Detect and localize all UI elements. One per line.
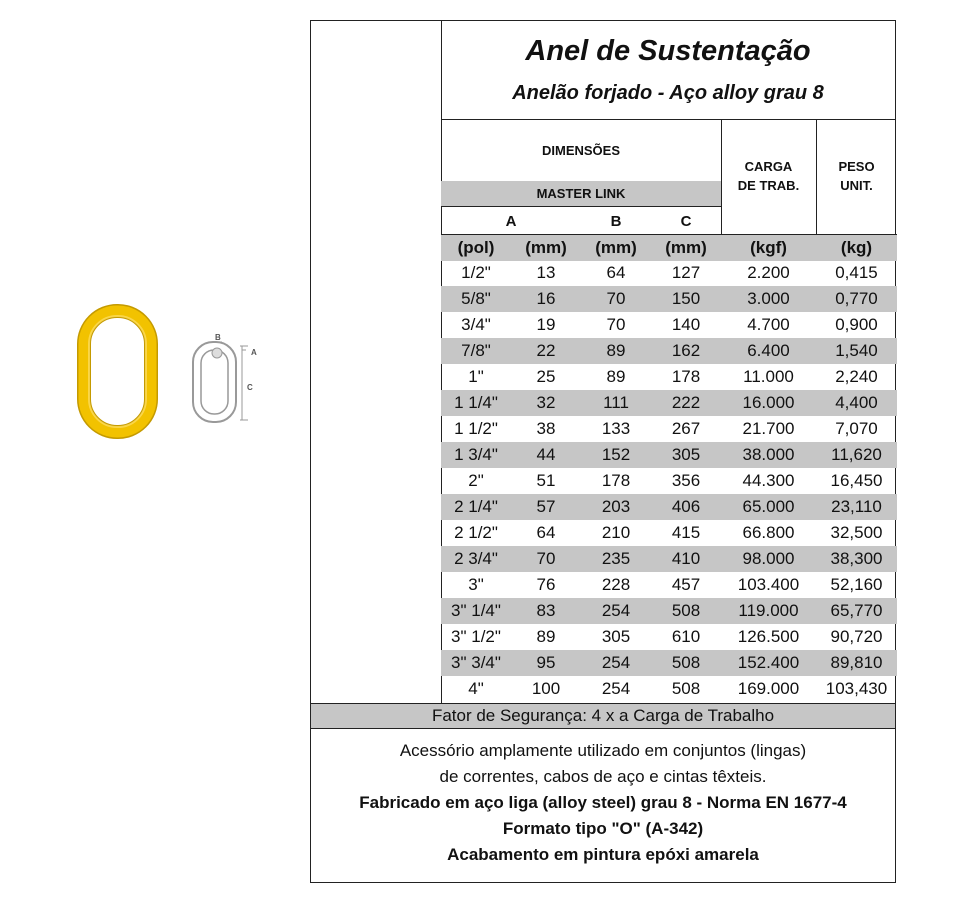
table-row: [441, 286, 897, 312]
cell-peso: 2,240: [835, 367, 878, 386]
table-row: [441, 494, 897, 520]
table-row: [441, 260, 897, 286]
cell-peso: 0,900: [835, 315, 878, 334]
diagram-label-b: B: [215, 333, 221, 342]
table-row: [441, 624, 897, 650]
cell-peso: 90,720: [830, 627, 883, 646]
cell-peso: 4,400: [835, 393, 878, 412]
table-row: [441, 338, 897, 364]
cell-carga: 44.300: [742, 471, 795, 490]
cell-c: 406: [671, 497, 701, 516]
cell-c: 508: [671, 653, 701, 672]
cell-b: 254: [601, 601, 631, 620]
cell-pol: 5/8": [461, 289, 491, 308]
peso-header-line2: UNIT.: [840, 178, 873, 193]
cell-peso: 23,110: [831, 497, 882, 516]
cell-carga: 98.000: [742, 549, 795, 568]
cell-c: 508: [671, 601, 701, 620]
cell-a: 25: [536, 367, 556, 386]
diagram-label-a: A: [251, 348, 257, 357]
cell-pol: 3" 3/4": [451, 653, 501, 672]
col-a-header: A: [505, 213, 517, 230]
cell-carga: 119.000: [738, 601, 799, 620]
cell-a: 13: [536, 263, 556, 282]
cell-pol: 7/8": [461, 341, 491, 360]
cell-pol: 1": [468, 367, 484, 386]
cell-a: 70: [536, 549, 556, 568]
cell-peso: 32,500: [830, 523, 883, 542]
cell-c: 127: [671, 263, 701, 282]
cell-b: 89: [606, 367, 626, 386]
table-row: [441, 364, 897, 390]
dimension-drawing: [193, 342, 248, 422]
cell-c: 457: [671, 575, 701, 594]
cell-b: 203: [601, 497, 631, 516]
cell-c: 415: [671, 523, 701, 542]
cell-c: 267: [671, 419, 701, 438]
dimensoes-header: DIMENSÕES: [541, 143, 620, 158]
product-illustration: [70, 300, 290, 450]
cell-a: 76: [536, 575, 556, 594]
cell-peso: 103,430: [825, 679, 888, 698]
cell-a: 64: [536, 523, 556, 542]
cell-pol: 1 3/4": [454, 445, 498, 464]
master-link-header: MASTER LINK: [441, 181, 721, 206]
cell-peso: 7,070: [835, 419, 878, 438]
note-line-3: Fabricado em aço liga (alloy steel) grau 8 - Norma EN 1677-4: [359, 793, 847, 812]
cell-peso: 52,160: [830, 575, 883, 594]
cell-pol: 2": [468, 471, 484, 490]
diagram-label-c: C: [247, 383, 253, 392]
cell-carga: 3.000: [747, 289, 790, 308]
cell-peso: 65,770: [830, 601, 883, 620]
cell-pol: 4": [468, 679, 484, 698]
master-link-images: [70, 300, 290, 450]
cell-a: 89: [536, 627, 556, 646]
cell-pol: 2 1/4": [454, 497, 498, 516]
cell-b: 254: [601, 679, 631, 698]
unit-kg: (kg): [840, 238, 873, 257]
cell-peso: 11,620: [831, 445, 882, 464]
col-b-header: B: [610, 213, 622, 230]
table-row: [441, 676, 897, 702]
cell-peso: 0,415: [835, 263, 878, 282]
cell-carga: 66.800: [742, 523, 795, 542]
table-row: [441, 520, 897, 546]
table-row: [441, 416, 897, 442]
cell-peso: 16,450: [830, 471, 883, 490]
table-row: [441, 442, 897, 468]
cell-c: 150: [671, 289, 701, 308]
cell-c: 508: [671, 679, 701, 698]
unit-mm-b: (mm): [595, 238, 637, 257]
cell-c: 410: [671, 549, 701, 568]
cell-b: 64: [606, 263, 626, 282]
cell-c: 305: [671, 445, 701, 464]
page-subtitle: Anelão forjado - Aço alloy grau 8: [512, 82, 824, 104]
cell-pol: 2 1/2": [454, 523, 498, 542]
cell-c: 356: [671, 471, 701, 490]
cell-b: 89: [606, 341, 626, 360]
carga-header-line2: DE TRAB.: [737, 178, 800, 193]
cell-carga: 38.000: [742, 445, 795, 464]
cell-carga: 16.000: [742, 393, 795, 412]
cell-a: 22: [536, 341, 556, 360]
cell-peso: 1,540: [835, 341, 878, 360]
notes-block: [311, 738, 895, 868]
table-row: [441, 312, 897, 338]
safety-factor: Fator de Segurança: 4 x a Carga de Trabalho: [311, 703, 895, 729]
cell-b: 111: [603, 393, 629, 412]
cell-peso: 0,770: [835, 289, 878, 308]
cell-pol: 1 1/4": [454, 393, 498, 412]
cell-c: 178: [671, 367, 701, 386]
peso-header-line1: PESO: [838, 159, 875, 174]
cell-carga: 4.700: [747, 315, 790, 334]
cell-carga: 103.400: [737, 575, 800, 594]
cell-c: 610: [671, 627, 701, 646]
cell-a: 95: [536, 653, 556, 672]
cell-a: 100: [531, 679, 561, 698]
cell-pol: 3" 1/4": [451, 601, 501, 620]
cell-pol: 3": [468, 575, 484, 594]
note-line-5: Acabamento em pintura epóxi amarela: [447, 845, 759, 864]
cell-peso: 89,810: [830, 653, 883, 672]
title-block: [441, 21, 895, 120]
table-row: [441, 598, 897, 624]
spec-sheet: [310, 20, 896, 883]
table-row: [441, 546, 897, 572]
cell-carga: 126.500: [737, 627, 800, 646]
unit-kgf: (kgf): [750, 238, 787, 257]
unit-mm-c: (mm): [665, 238, 707, 257]
cell-c: 140: [671, 315, 701, 334]
cell-carga: 65.000: [742, 497, 795, 516]
cell-carga: 2.200: [747, 263, 790, 282]
cell-pol: 1/2": [461, 263, 491, 282]
note-line-2: de correntes, cabos de aço e cintas têxteis.: [439, 767, 767, 786]
cell-carga: 11.000: [743, 367, 794, 386]
cell-carga: 152.400: [737, 653, 800, 672]
note-line-4: Formato tipo "O" (A-342): [502, 819, 704, 838]
cell-carga: 6.400: [747, 341, 790, 360]
table-row: [441, 390, 897, 416]
cell-b: 70: [606, 315, 626, 334]
cell-pol: 3/4": [461, 315, 491, 334]
cell-a: 57: [536, 497, 556, 516]
units-row: [441, 234, 897, 261]
cell-a: 51: [536, 471, 556, 490]
cell-b: 210: [601, 523, 631, 542]
carga-header-line1: CARGA: [744, 159, 793, 174]
cell-a: 44: [536, 445, 556, 464]
table-row: [441, 572, 897, 598]
cell-carga: 21.700: [742, 419, 795, 438]
cell-a: 38: [536, 419, 556, 438]
cell-a: 32: [536, 393, 556, 412]
col-c-header: C: [680, 213, 692, 230]
cell-pol: 2 3/4": [454, 549, 498, 568]
cell-b: 152: [601, 445, 631, 464]
table-row: [441, 650, 897, 676]
cell-b: 133: [601, 419, 631, 438]
unit-mm-a: (mm): [525, 238, 567, 257]
cell-b: 178: [601, 471, 631, 490]
yellow-master-link-image: [84, 311, 151, 432]
page-title: Anel de Sustentação: [525, 35, 811, 67]
cell-a: 19: [536, 315, 556, 334]
cell-c: 222: [671, 393, 701, 412]
cell-b: 305: [601, 627, 631, 646]
cell-c: 162: [671, 341, 701, 360]
cell-pol: 3" 1/2": [451, 627, 501, 646]
cell-peso: 38,300: [830, 549, 883, 568]
table-row: [441, 468, 897, 494]
cell-b: 235: [601, 549, 631, 568]
cell-a: 16: [536, 289, 556, 308]
cell-carga: 169.000: [737, 679, 800, 698]
cell-b: 228: [601, 575, 631, 594]
cell-b: 70: [606, 289, 626, 308]
cell-a: 83: [536, 601, 556, 620]
note-line-1: Acessório amplamente utilizado em conjuntos (lingas): [399, 741, 807, 760]
cell-b: 254: [601, 653, 631, 672]
cell-pol: 1 1/2": [454, 419, 498, 438]
unit-pol: (pol): [457, 238, 495, 257]
